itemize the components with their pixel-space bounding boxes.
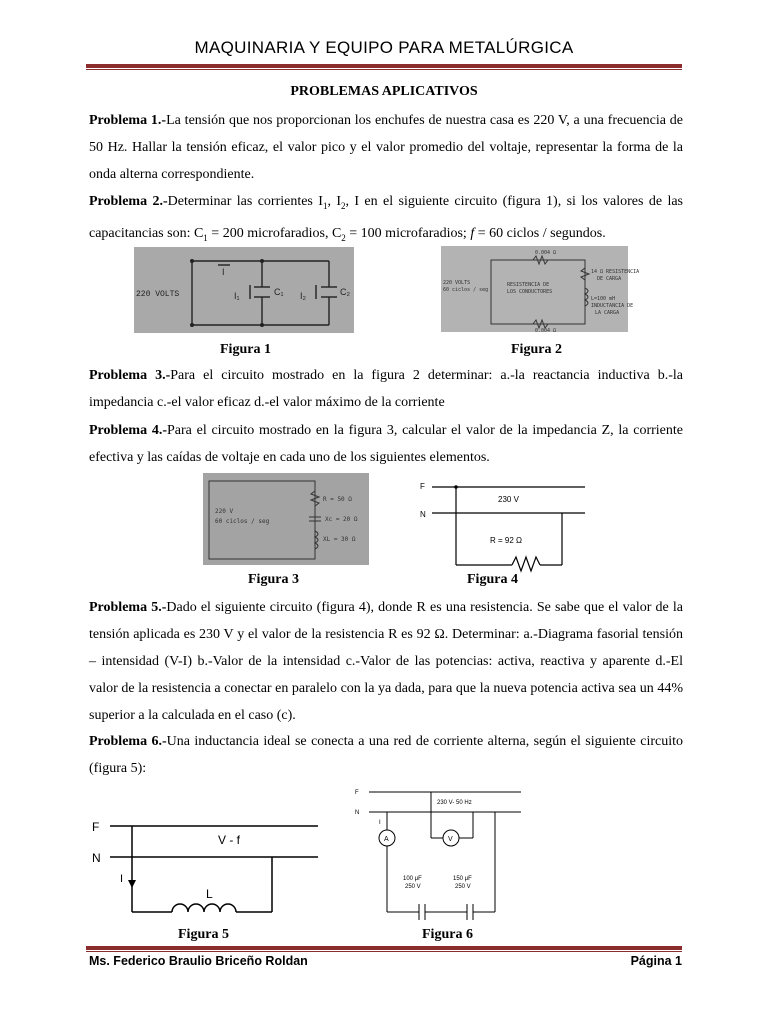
fig2-ind2: INDUCTANCIA DE — [591, 303, 634, 309]
fig1-i2: I₂ — [300, 291, 306, 301]
page-header-title: MAQUINARIA Y EQUIPO PARA METALÚRGICA — [194, 38, 574, 57]
figure-5-circuit — [90, 814, 320, 922]
problem-4 — [89, 417, 683, 471]
fig2-load-r: 14 Ω RESISTENCIA — [591, 269, 640, 275]
fig2-ind3: LA CARGA — [595, 310, 620, 316]
figure-1-caption: Figura 1 — [220, 342, 271, 357]
fig6-c1b: 250 V — [405, 884, 421, 890]
header-rule — [86, 64, 682, 68]
fig6-c1a: 100 μF — [403, 876, 422, 882]
problem-2 — [89, 188, 683, 252]
figure-3-caption: Figura 3 — [248, 572, 299, 587]
fig5-f: F — [92, 820, 100, 834]
figure-4-caption: Figura 4 — [467, 572, 518, 587]
figure-4 — [420, 477, 588, 572]
problem-2-text-a: Determinar las corrientes I — [167, 194, 323, 209]
fig6-f: F — [355, 790, 359, 796]
page-title: PROBLEMAS APLICATIVOS — [290, 84, 478, 99]
problem-2-text-e: = 100 microfaradios; — [345, 225, 471, 241]
problem-1-label: Problema 1.- — [89, 113, 167, 128]
fig1-c1: C₁ — [274, 287, 284, 297]
fig6-v: 230 V- 50 Hz — [437, 800, 472, 806]
fig6-i: I — [379, 820, 381, 826]
problem-2-text-b: , I — [327, 194, 341, 209]
footer-page-number: Página 1 — [630, 954, 682, 968]
problem-5-text: Dado el siguiente circuito (figura 4), donde R es una resistencia. Se sabe que el valor de la tensión aplicada es 230 V y el valor de la resistencia R es 92 Ω. Determinar: a.-Diagrama fasorial tensión – intensidad (V-I) b.-Valor de la intensidad c.-Valor de las potencias: activa, reactiva y aparente d.-El valor de la resistencia a conectar en paralelo con la ya dada, para que la nueva potencia activa sea un 44% superior a la calculada en el caso (c). — [89, 600, 683, 723]
figure-5-caption: Figura 5 — [178, 927, 229, 942]
figure-2 — [441, 246, 640, 334]
header-rule-thin — [86, 69, 682, 70]
figure-6-circuit — [355, 784, 525, 924]
footer-rule — [86, 946, 682, 950]
fig2-load-r2: DE CARGA — [597, 276, 622, 282]
figure-2-caption: Figura 2 — [511, 342, 562, 357]
fig5-i: I — [120, 873, 124, 885]
problem-3 — [89, 362, 683, 416]
fig4-v: 230 V — [498, 495, 519, 504]
fig5-vf: V - f — [218, 833, 241, 847]
problem-4-text: Para el circuito mostrado en la figura 3, calcular el valor de la impedancia Z, la corriente efectiva y las caídas de voltaje en cada uno de los siguientes elementos. — [89, 423, 683, 465]
fig2-top-r: 0.004 Ω — [535, 250, 557, 256]
fig6-c2b: 250 V — [455, 884, 471, 890]
sub-c1: 1 — [203, 232, 208, 243]
fig1-volts: 220 VOLTS — [136, 290, 180, 299]
figure-4-circuit — [420, 477, 588, 572]
fig3-xc: Xc = 20 Ω — [325, 516, 358, 523]
footer-author: Ms. Federico Braulio Briceño Roldan — [89, 954, 308, 968]
problem-2-text-c: , I en el siguiente circuito (figura 1), si los valores de las capacitancias son: C — [89, 194, 683, 241]
fig2-volts: 220 VOLTS — [443, 280, 471, 286]
figure-2-circuit — [441, 246, 640, 334]
fig3-volts: 220 V — [215, 508, 234, 515]
problem-5 — [89, 594, 683, 729]
problem-6-label: Problema 6.- — [89, 734, 167, 749]
symbol-f: f — [470, 225, 475, 241]
fig5-n: N — [92, 851, 101, 865]
fig1-i: I — [222, 267, 225, 277]
footer-rule-thin — [86, 951, 682, 952]
problem-1-text: La tensión que nos proporcionan los enchufes de nuestra casa es 220 V, a una frecuencia de 50 Hz. Hallar la tensión eficaz, el valor pico y el valor promedio del voltaje, representar la forma de la onda alterna correspondiente. — [89, 113, 683, 182]
fig6-a: A — [384, 836, 389, 843]
fig1-i1: I₁ — [234, 291, 240, 301]
problem-6-text: Una inductancia ideal se conecta a una red de corriente alterna, según el siguiente circuito (figura 5): — [89, 734, 683, 776]
problem-4-label: Problema 4.- — [89, 423, 167, 438]
fig4-f: F — [420, 482, 425, 491]
fig2-ind1: L=100 mH — [591, 296, 616, 302]
problem-1 — [89, 107, 683, 188]
sub-1: 1 — [322, 200, 328, 211]
fig3-freq: 60 ciclos / seg — [215, 518, 270, 525]
problem-3-label: Problema 3.- — [89, 368, 171, 383]
sub-c2: 2 — [341, 232, 346, 243]
problem-6 — [89, 728, 683, 782]
fig5-l: L — [206, 887, 213, 901]
fig3-r: R = 50 Ω — [323, 496, 352, 503]
fig1-c2: C₂ — [340, 287, 350, 297]
fig4-r: R = 92 Ω — [490, 536, 522, 545]
figure-6-caption: Figura 6 — [422, 927, 473, 942]
figure-6 — [355, 784, 525, 924]
fig6-v-meter: V — [448, 836, 453, 843]
figure-3 — [203, 473, 369, 565]
fig2-bot-r: 0.004 Ω — [535, 328, 557, 334]
problem-3-text: Para el circuito mostrado en la figura 2 determinar: a.-la reactancia inductiva b.-la impedancia c.-el valor eficaz d.-el valor máximo de la corriente — [89, 368, 683, 410]
fig2-freq: 60 ciclos / seg — [443, 287, 489, 293]
figure-1 — [134, 247, 354, 333]
fig2-res2: LOS CONDUCTORES — [507, 289, 553, 295]
figure-3-circuit — [203, 473, 369, 565]
problem-5-label: Problema 5.- — [89, 600, 167, 615]
figure-5 — [90, 814, 320, 922]
problem-2-label: Problema 2.- — [89, 194, 168, 209]
fig3-xl: XL = 30 Ω — [323, 536, 356, 543]
fig4-n: N — [420, 510, 426, 519]
fig6-n: N — [355, 810, 360, 816]
fig2-res1: RESISTENCIA DE — [507, 282, 550, 288]
figure-1-circuit — [134, 247, 354, 333]
problem-2-text-d: = 200 microfaradios, C — [207, 225, 342, 241]
fig6-c2a: 150 μF — [453, 876, 472, 882]
problem-2-text-f: = 60 ciclos / segundos. — [474, 225, 606, 241]
sub-2: 2 — [340, 200, 346, 211]
